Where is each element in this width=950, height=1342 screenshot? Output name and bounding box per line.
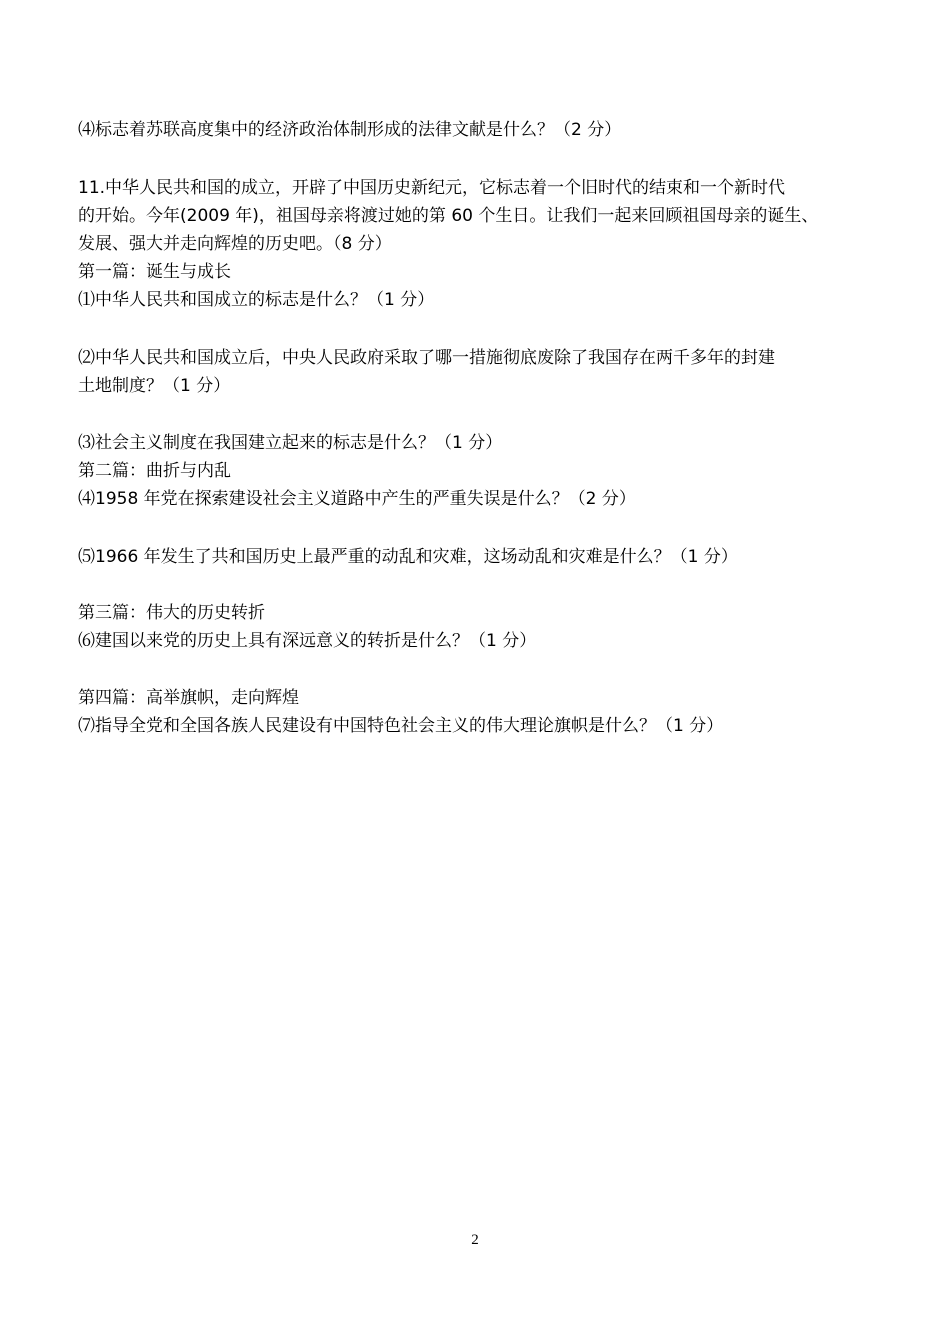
question-11-intro-line-3: 发展、强大并走向辉煌的历史吧。（8 分） bbox=[78, 234, 392, 254]
question-7: ⑺指导全党和全国各族人民建设有中国特色社会主义的伟大理论旗帜是什么？（1 分） bbox=[78, 716, 724, 736]
question-2-line-1: ⑵中华人民共和国成立后，中央人民政府采取了哪一措施彻底废除了我国存在两千多年的封建 bbox=[78, 348, 775, 368]
page-number: 2 bbox=[471, 1232, 479, 1248]
question-3: ⑶社会主义制度在我国建立起来的标志是什么？（1 分） bbox=[78, 433, 503, 453]
part-2-title: 第二篇：曲折与内乱 bbox=[78, 461, 231, 481]
question-6: ⑹建国以来党的历史上具有深远意义的转折是什么？（1 分） bbox=[78, 631, 537, 651]
part-1-title: 第一篇：诞生与成长 bbox=[78, 262, 231, 282]
part-4-title: 第四篇：高举旗帜，走向辉煌 bbox=[78, 688, 299, 708]
question-1: ⑴中华人民共和国成立的标志是什么？（1 分） bbox=[78, 290, 435, 310]
question-2-line-2: 土地制度？（1 分） bbox=[78, 376, 231, 396]
question-11-intro-line-2: 的开始。今年(2009 年)，祖国母亲将渡过她的第 60 个生日。让我们一起来回顾祖国母亲的诞生、 bbox=[78, 206, 819, 226]
question-4: ⑷1958 年党在探索建设社会主义道路中产生的严重失误是什么？（2 分） bbox=[78, 489, 636, 509]
question-4-prev: ⑷标志着苏联高度集中的经济政治体制形成的法律文献是什么？（2 分） bbox=[78, 120, 622, 140]
question-11-intro-line-1: 11.中华人民共和国的成立，开辟了中国历史新纪元，它标志着一个旧时代的结束和一个新时代 bbox=[78, 178, 786, 198]
question-5: ⑸1966 年发生了共和国历史上最严重的动乱和灾难，这场动乱和灾难是什么？（1 分） bbox=[78, 547, 738, 567]
part-3-title: 第三篇：伟大的历史转折 bbox=[78, 603, 265, 623]
